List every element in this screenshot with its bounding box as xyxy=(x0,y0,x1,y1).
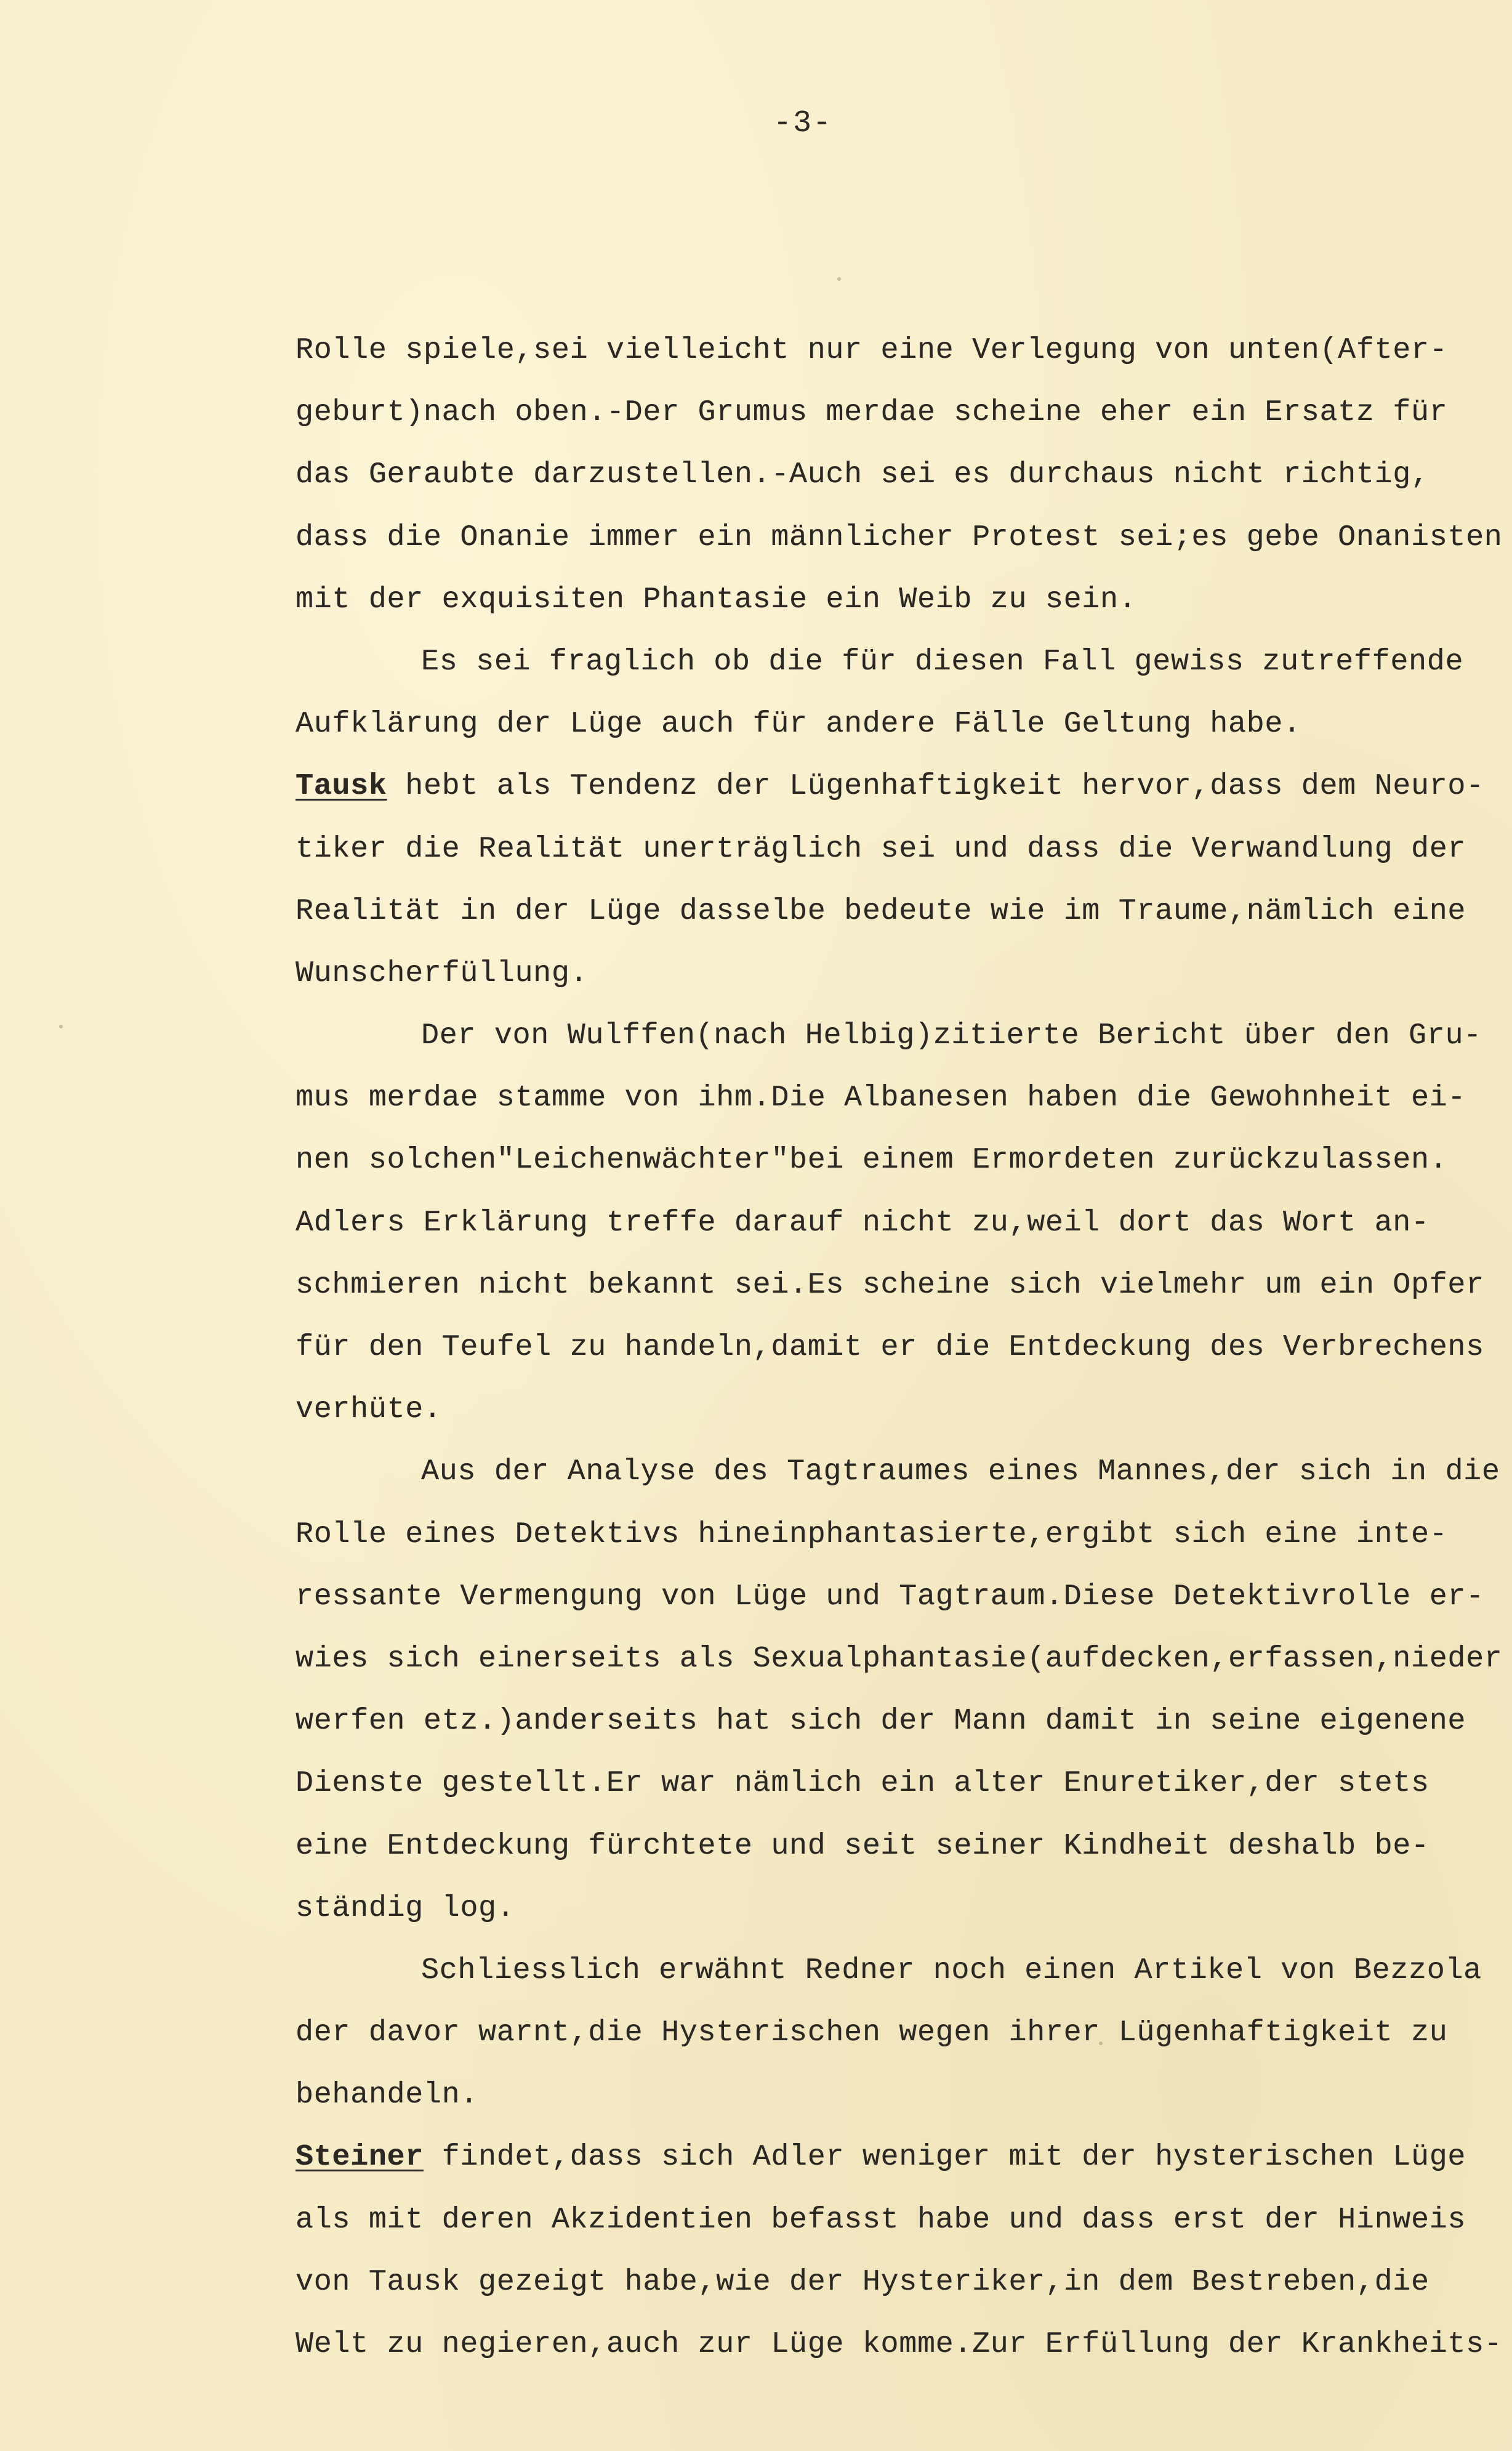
line-text: als mit deren Akzidentien befasst habe und dass erst der Hinweis xyxy=(296,2202,1466,2237)
page-number: -3- xyxy=(773,106,833,141)
text-line xyxy=(296,1752,1502,1814)
line-text: ressante Vermengung von Lüge und Tagtraum.Diese Detektivrolle er- xyxy=(296,1579,1484,1613)
text-line xyxy=(296,1877,1502,1939)
text-line xyxy=(296,1939,1502,2001)
line-text: verhüte. xyxy=(296,1392,442,1427)
line-text: Aus der Analyse des Tagtraumes eines Mannes,der sich in die xyxy=(421,1455,1500,1489)
text-line xyxy=(296,1254,1502,1316)
text-line xyxy=(296,1503,1502,1565)
text-line xyxy=(296,2001,1502,2064)
text-line xyxy=(296,818,1502,880)
line-text: wies sich einerseits als Sexualphantasie(aufdecken,erfassen,nieder xyxy=(296,1641,1503,1676)
text-line xyxy=(296,1565,1502,1628)
text-line xyxy=(296,506,1502,568)
text-line xyxy=(296,2064,1502,2126)
text-line xyxy=(296,1628,1502,1690)
speaker-name: Steiner xyxy=(296,2140,424,2174)
line-text: Es sei fraglich ob die für diesen Fall gewiss zutreffende xyxy=(421,644,1464,679)
text-line xyxy=(296,2251,1502,2313)
line-text: tiker die Realität unerträglich sei und dass die Verwandlung der xyxy=(296,831,1466,866)
line-text: hebt als Tendenz der Lügenhaftigkeit hervor,dass dem Neuro- xyxy=(387,769,1484,804)
paper-speck xyxy=(837,277,841,281)
line-text: behandeln. xyxy=(296,2078,479,2112)
text-line xyxy=(296,2126,1502,2188)
line-text: Rolle eines Detektivs hineinphantasierte,ergibt sich eine inte- xyxy=(296,1517,1448,1551)
text-line xyxy=(296,755,1502,817)
line-text: geburt)nach oben.-Der Grumus merdae scheine eher ein Ersatz für xyxy=(296,395,1448,430)
line-text: mit der exquisiten Phantasie ein Weib zu sein. xyxy=(296,582,1137,616)
line-text: für den Teufel zu handeln,damit er die Entdeckung des Verbrechens xyxy=(296,1330,1484,1364)
line-text: Wunscherfüllung. xyxy=(296,956,589,990)
text-line xyxy=(296,693,1502,755)
line-text: Schliesslich erwähnt Redner noch einen Artikel von Bezzola xyxy=(421,1953,1482,1987)
text-line xyxy=(296,1192,1502,1254)
line-text: Rolle spiele,sei vielleicht nur eine Verlegung von unten(After- xyxy=(296,333,1448,367)
line-text: das Geraubte darzustellen.-Auch sei es durchaus nicht richtig, xyxy=(296,458,1430,492)
line-text: Welt zu negieren,auch zur Lüge komme.Zur Erfüllung der Krankheits- xyxy=(296,2327,1503,2361)
text-line xyxy=(296,880,1502,942)
text-line xyxy=(296,1440,1502,1503)
line-text: schmieren nicht bekannt sei.Es scheine sich vielmehr um ein Opfer xyxy=(296,1267,1484,1302)
paper-speck xyxy=(59,1025,63,1028)
text-line xyxy=(296,1067,1502,1129)
line-text: der davor warnt,die Hysterischen wegen ihrer Lügenhaftigkeit zu xyxy=(296,2016,1448,2050)
text-line xyxy=(296,568,1502,631)
line-text: Realität in der Lüge dasselbe bedeute wie im Traume,nämlich eine xyxy=(296,894,1466,928)
text-line xyxy=(296,631,1502,693)
line-text: Adlers Erklärung treffe darauf nicht zu,weil dort das Wort an- xyxy=(296,1205,1430,1240)
line-text: von Tausk gezeigt habe,wie der Hysteriker,in dem Bestreben,die xyxy=(296,2264,1430,2299)
line-text: Dienste gestellt.Er war nämlich ein alter Enuretiker,der stets xyxy=(296,1766,1430,1801)
text-line xyxy=(296,942,1502,1004)
line-text: ständig log. xyxy=(296,1891,515,1925)
text-line xyxy=(296,1316,1502,1378)
paper-speck xyxy=(1099,2041,1103,2045)
line-text: Der von Wulffen(nach Helbig)zitierte Bericht über den Gru- xyxy=(421,1019,1482,1053)
line-text: dass die Onanie immer ein männlicher Protest sei;es gebe Onanisten xyxy=(296,520,1503,554)
text-line xyxy=(296,1129,1502,1191)
text-line xyxy=(296,381,1502,443)
line-text: eine Entdeckung fürchtete und seit seiner Kindheit deshalb be- xyxy=(296,1828,1430,1863)
text-line xyxy=(296,319,1502,381)
body-text xyxy=(296,319,1502,2375)
speaker-name: Tausk xyxy=(296,769,387,804)
line-text: Aufklärung der Lüge auch für andere Fälle Geltung habe. xyxy=(296,707,1301,741)
line-text: werfen etz.)anderseits hat sich der Mann damit in seine eigenene xyxy=(296,1704,1466,1738)
text-line xyxy=(296,1378,1502,1440)
text-line xyxy=(296,1004,1502,1067)
line-text: nen solchen"Leichenwächter"bei einem Ermordeten zurückzulassen. xyxy=(296,1143,1448,1177)
text-line xyxy=(296,1690,1502,1752)
line-text: mus merdae stamme von ihm.Die Albanesen haben die Gewohnheit ei- xyxy=(296,1081,1466,1115)
line-text: findet,dass sich Adler weniger mit der hysterischen Lüge xyxy=(423,2140,1466,2174)
text-line xyxy=(296,2189,1502,2251)
text-line xyxy=(296,1815,1502,1877)
text-line xyxy=(296,443,1502,506)
text-line xyxy=(296,2313,1502,2375)
